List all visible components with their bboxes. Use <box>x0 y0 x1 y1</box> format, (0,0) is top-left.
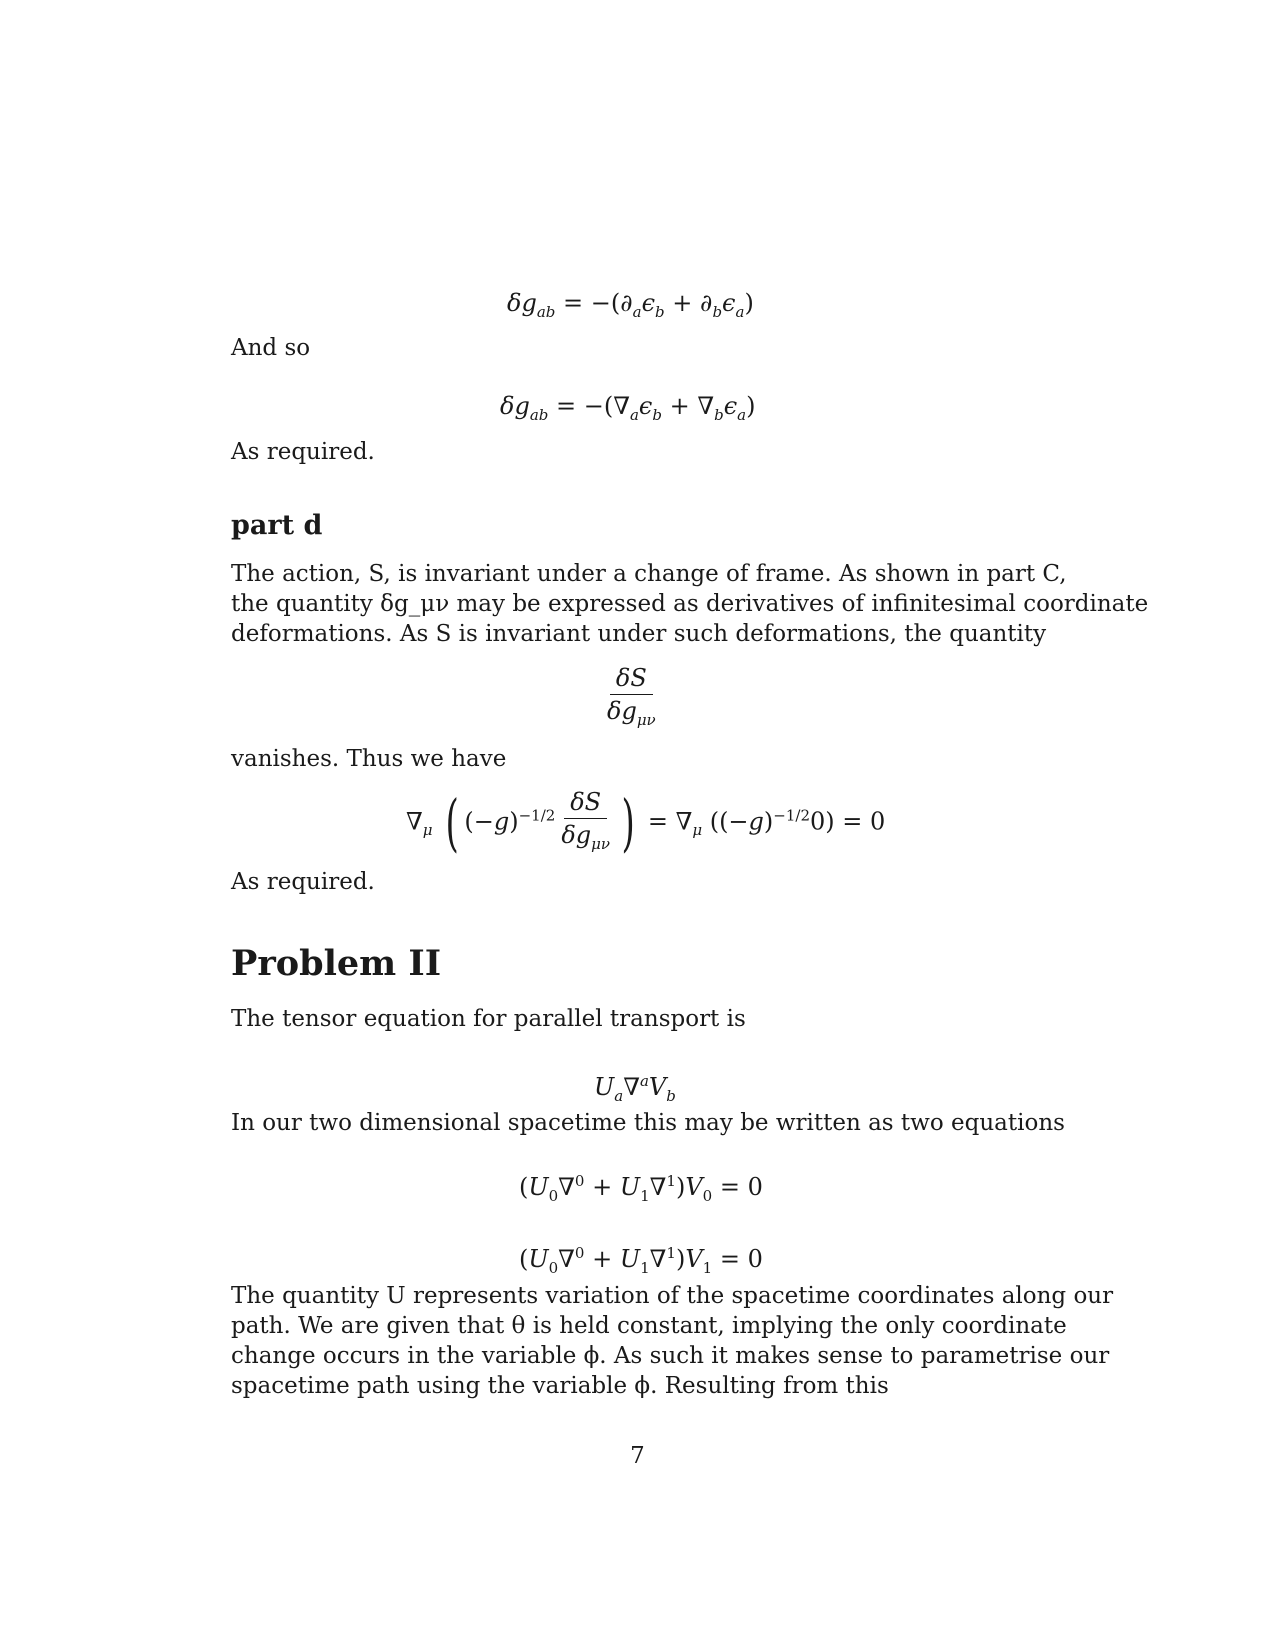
as-required-text-1: As required. <box>231 439 375 465</box>
paragraph-line: deformations. As S is invariant under such deformations, the quantity <box>231 621 1047 647</box>
paragraph-line: path. We are given that θ is held constant, implying the only coordinate <box>231 1313 1067 1339</box>
paragraph-line: The action, S, is invariant under a change of frame. As shown in part C, <box>231 561 1067 587</box>
parametrisation-paragraph <box>231 1281 1114 1401</box>
equation-delta-g-partial: $\delta g_{ab} = -(\partial_a\epsilon_b + \partial_b\epsilon_a)$ <box>507 289 754 321</box>
vanishes-text: vanishes. Thus we have <box>231 746 507 772</box>
page-number: 7 <box>630 1443 645 1469</box>
equation-transport-v1: $(U_0\nabla^0 + U_1\nabla^1)V_1 = 0$ <box>519 1244 763 1277</box>
part-d-paragraph <box>231 559 1149 649</box>
paragraph-line: spacetime path using the variable ϕ. Resulting from this <box>231 1373 889 1399</box>
as-required-text-2: As required. <box>231 869 375 895</box>
equation-delta-g-covariant: $\delta g_{ab} = -(\nabla_a\epsilon_b + \nabla_b\epsilon_a)$ <box>500 392 756 424</box>
part-d-heading: part d <box>231 510 323 541</box>
equation-divergence-vanishes: $\nabla_\mu$ ( $(-g)^{-1/2}$ $\frac{\delta S}{\delta g_{\mu\nu}}$ ) = $\nabla_\mu$ $((-g)^{-1/2}0) = 0$ <box>406 785 886 859</box>
tensor-intro-text: The tensor equation for parallel transport is <box>231 1006 746 1032</box>
paragraph-line: the quantity δg_μν may be expressed as derivatives of infinitesimal coordinate <box>231 591 1149 617</box>
and-so-text: And so <box>231 335 311 361</box>
equation-variation-fraction: $\frac{\delta S}{\delta g_{\mu\nu}}$ <box>607 664 656 729</box>
equation-transport-v0: $(U_0\nabla^0 + U_1\nabla^1)V_0 = 0$ <box>519 1172 763 1205</box>
paragraph-line: The quantity U represents variation of the spacetime coordinates along our <box>231 1283 1114 1309</box>
problem-ii-heading: Problem II <box>231 943 442 984</box>
two-dimensional-text: In our two dimensional spacetime this may be written as two equations <box>231 1110 1065 1136</box>
equation-parallel-transport: $U_a\nabla^aV_b$ <box>594 1072 676 1105</box>
paragraph-line: change occurs in the variable ϕ. As such it makes sense to parametrise our <box>231 1343 1110 1369</box>
